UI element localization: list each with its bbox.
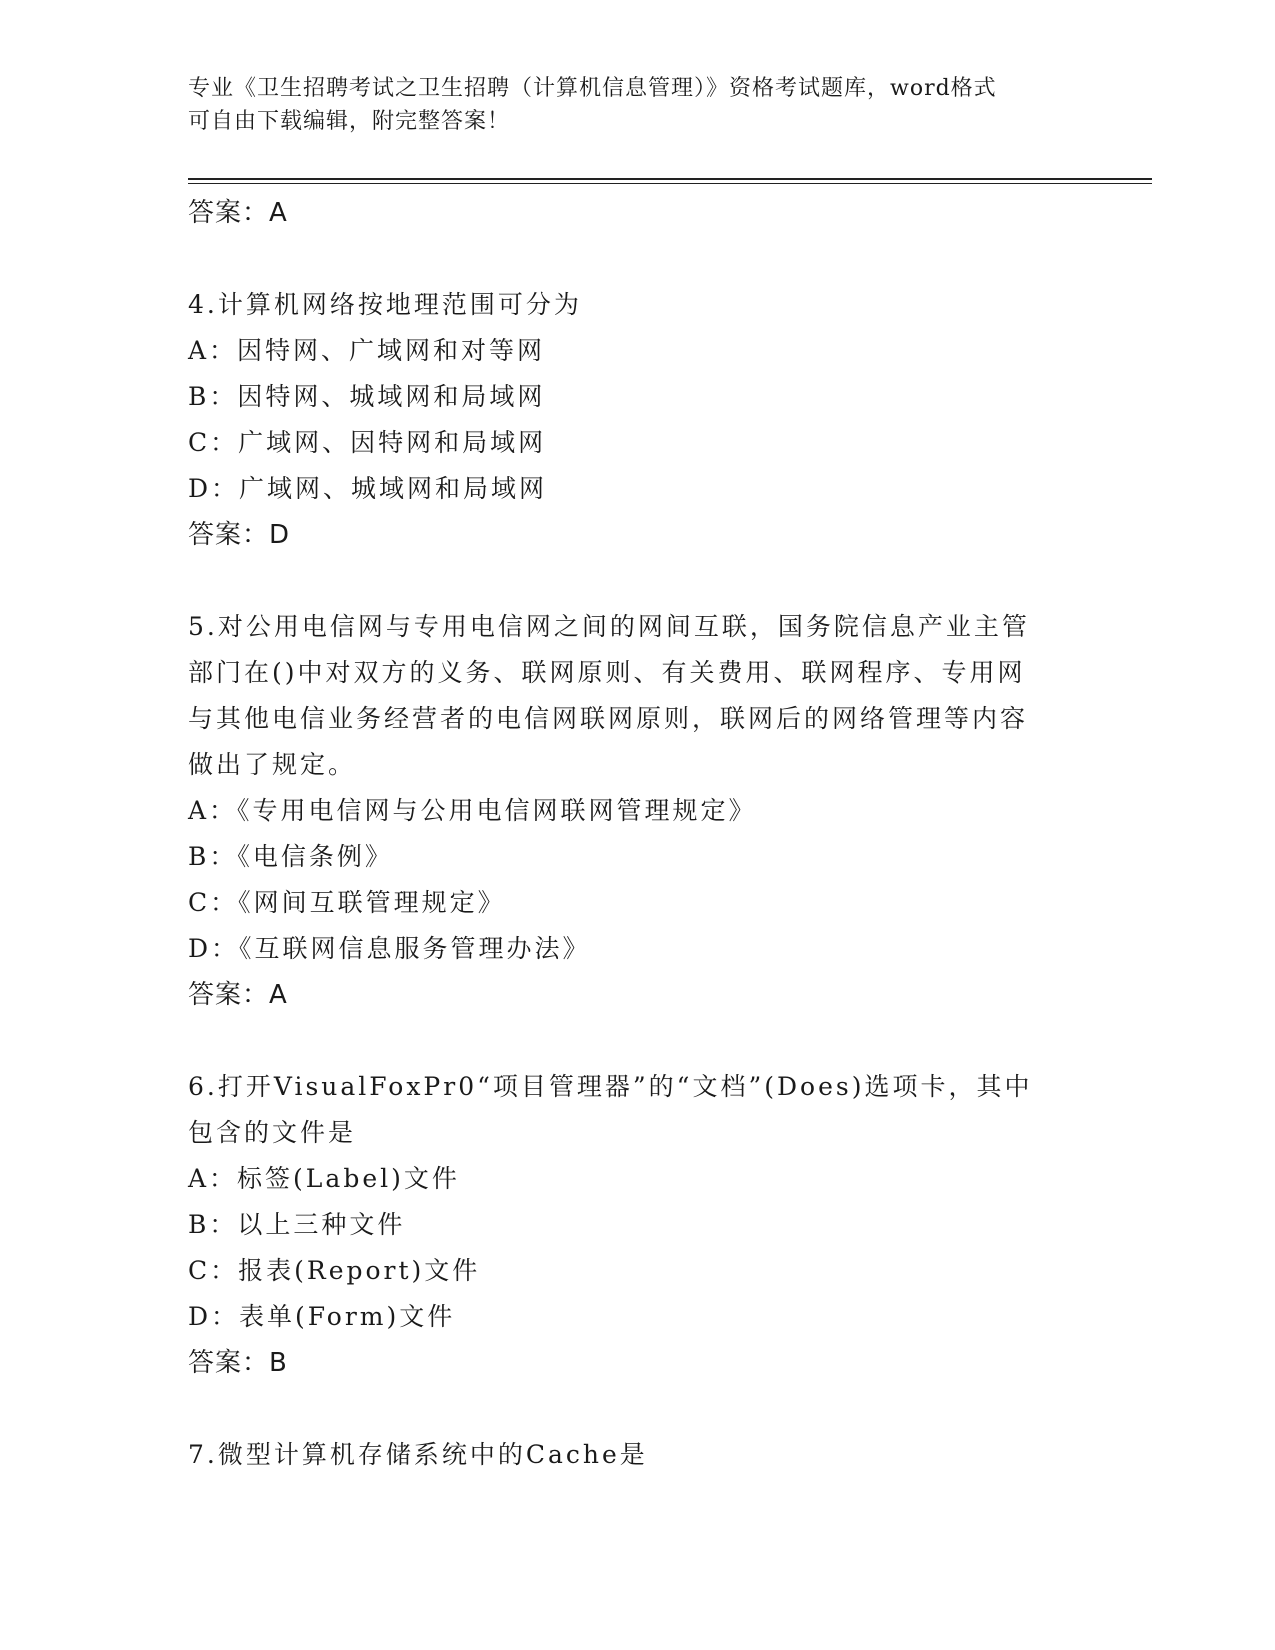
option-c: C：广域网、因特网和局域网 bbox=[188, 428, 547, 457]
question-stem-line: 5.对公用电信网与专用电信网之间的网间互联，国务院信息产业主管 bbox=[188, 612, 1030, 641]
answer-label: 答案：A bbox=[188, 198, 288, 228]
question-stem-line: 6.打开VisualFoxPr0“项目管理器”的“文档”(Does)选项卡，其中 bbox=[188, 1072, 1033, 1101]
spacer bbox=[188, 236, 1088, 282]
header-divider-thin bbox=[188, 183, 1152, 184]
question-block-4 bbox=[188, 282, 1088, 558]
question-block-5 bbox=[188, 604, 1088, 1018]
answer-label: 答案：A bbox=[188, 980, 288, 1010]
option-c: C：《网间互联管理规定》 bbox=[188, 888, 506, 917]
question-stem-line: 做出了规定。 bbox=[188, 750, 357, 779]
document-header bbox=[188, 72, 1068, 138]
option-d: D：表单(Form)文件 bbox=[188, 1302, 456, 1331]
option-b: B：《电信条例》 bbox=[188, 842, 393, 871]
option-a: A：标签(Label)文件 bbox=[188, 1164, 460, 1193]
option-d: D：《互联网信息服务管理办法》 bbox=[188, 934, 591, 963]
option-c: C：报表(Report)文件 bbox=[188, 1256, 481, 1285]
answer-label: 答案：D bbox=[188, 520, 291, 550]
question-block-6 bbox=[188, 1064, 1088, 1386]
answer-label: 答案：B bbox=[188, 1348, 288, 1378]
spacer bbox=[188, 558, 1088, 604]
question-block-7 bbox=[188, 1432, 1088, 1478]
option-a: A：因特网、广域网和对等网 bbox=[188, 336, 546, 365]
option-b: B：以上三种文件 bbox=[188, 1210, 406, 1239]
spacer bbox=[188, 1386, 1088, 1432]
question-stem: 7.微型计算机存储系统中的Cache是 bbox=[188, 1440, 648, 1469]
option-b: B：因特网、城域网和局域网 bbox=[188, 382, 546, 411]
header-line-2: 可自由下载编辑，附完整答案！ bbox=[188, 109, 511, 134]
question-list bbox=[188, 190, 1088, 1478]
question-stem: 4.计算机网络按地理范围可分为 bbox=[188, 290, 582, 319]
option-d: D：广域网、城域网和局域网 bbox=[188, 474, 548, 503]
question-stem-line: 部门在()中对双方的义务、联网原则、有关费用、联网程序、专用网 bbox=[188, 658, 1026, 687]
question-stem-line: 包含的文件是 bbox=[188, 1118, 357, 1147]
header-divider-thick bbox=[188, 178, 1152, 180]
header-line-1: 专业《卫生招聘考试之卫生招聘（计算机信息管理）》资格考试题库，word格式 bbox=[188, 76, 997, 101]
spacer bbox=[188, 1018, 1088, 1064]
option-a: A：《专用电信网与公用电信网联网管理规定》 bbox=[188, 796, 757, 825]
question-stem-line: 与其他电信业务经营者的电信网联网原则，联网后的网络管理等内容 bbox=[188, 704, 1029, 733]
